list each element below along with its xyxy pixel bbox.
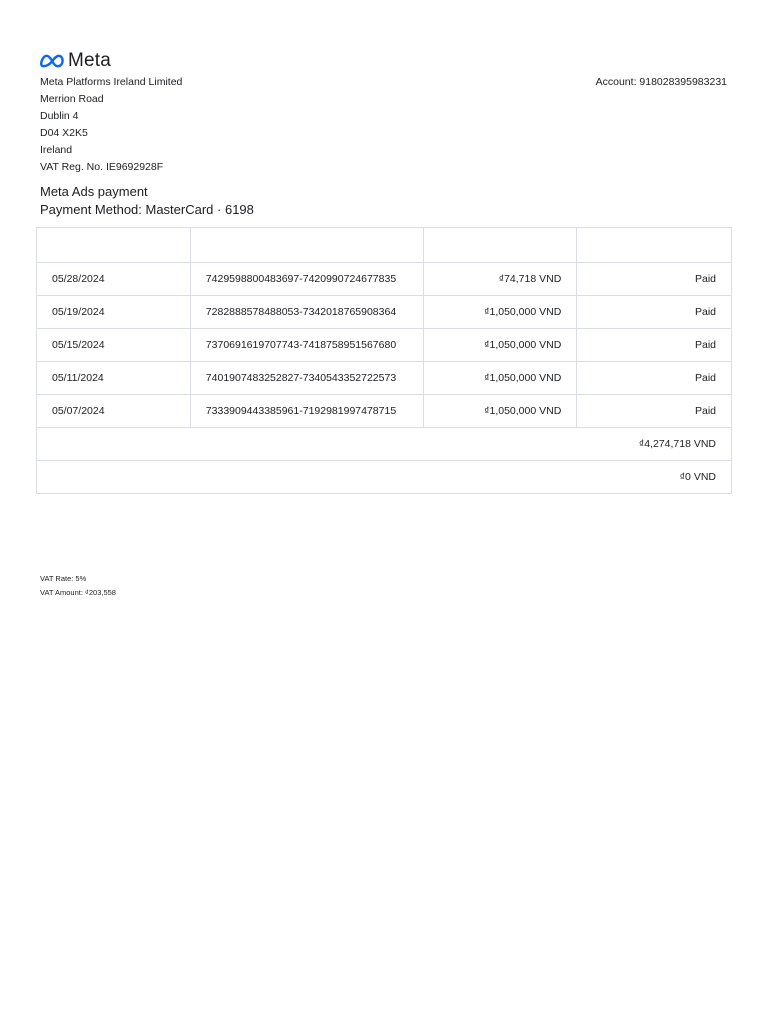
row-status: Paid xyxy=(577,329,732,362)
logo-wordmark: Meta xyxy=(68,50,112,71)
payment-title: Meta Ads payment xyxy=(40,184,148,199)
table-row xyxy=(37,263,732,296)
vat-info xyxy=(40,572,116,600)
company-street: Merrion Road xyxy=(40,93,104,105)
header-cell-amount xyxy=(424,228,577,263)
table-row xyxy=(37,362,732,395)
row-date: 05/19/2024 xyxy=(37,296,191,329)
row-amount: ₫1,050,000 VND xyxy=(424,395,577,428)
row-transaction-id: 7282888578488053-7342018765908364 xyxy=(190,296,424,329)
payment-method: Payment Method: MasterCard · 6198 xyxy=(40,201,254,217)
header-cell-transaction-id xyxy=(190,228,424,263)
row-amount: ₫1,050,000 VND xyxy=(424,329,577,362)
row-amount: ₫1,050,000 VND xyxy=(424,362,577,395)
company-name: Meta Platforms Ireland Limited xyxy=(40,76,183,88)
row-date: 05/28/2024 xyxy=(37,263,191,296)
meta-logo xyxy=(40,50,111,72)
row-transaction-id: 7429598800483697-7420990724677835 xyxy=(190,263,424,296)
total-amount: ₫4,274,718 VND xyxy=(37,428,732,461)
row-date: 05/07/2024 xyxy=(37,395,191,428)
row-transaction-id: 7370691619707743-7418758951567680 xyxy=(190,329,424,362)
company-address xyxy=(40,74,182,176)
second-total-amount: ₫0 VND xyxy=(37,461,732,494)
row-amount: ₫74,718 VND xyxy=(424,263,577,296)
row-amount: ₫1,050,000 VND xyxy=(424,296,577,329)
total-row xyxy=(37,428,732,461)
row-status: Paid xyxy=(577,395,732,428)
row-date: 05/11/2024 xyxy=(37,362,191,395)
vat-rate: VAT Rate: 5% xyxy=(40,574,87,583)
company-country: Ireland xyxy=(40,144,73,156)
transactions-table xyxy=(36,227,732,494)
row-transaction-id: 7333909443385961-7192981997478715 xyxy=(190,395,424,428)
company-vat-reg: VAT Reg. No. IE9692928F xyxy=(40,161,164,173)
row-status: Paid xyxy=(577,296,732,329)
company-postal: D04 X2K5 xyxy=(40,127,88,139)
payment-heading xyxy=(40,183,254,218)
company-city: Dublin 4 xyxy=(40,110,79,122)
header-cell-status xyxy=(577,228,732,263)
row-transaction-id: 7401907483252827-7340543352722573 xyxy=(190,362,424,395)
row-date: 05/15/2024 xyxy=(37,329,191,362)
header-cell-date xyxy=(37,228,191,263)
table-row xyxy=(37,329,732,362)
meta-infinity-icon xyxy=(40,54,64,68)
row-status: Paid xyxy=(577,263,732,296)
vat-amount: VAT Amount: ₫203,558 xyxy=(40,588,116,597)
table-row xyxy=(37,395,732,428)
row-status: Paid xyxy=(577,362,732,395)
table-row xyxy=(37,296,732,329)
account-number: Account: 918028395983231 xyxy=(595,76,727,88)
second-total-row xyxy=(37,461,732,494)
table-header-row xyxy=(37,228,732,263)
